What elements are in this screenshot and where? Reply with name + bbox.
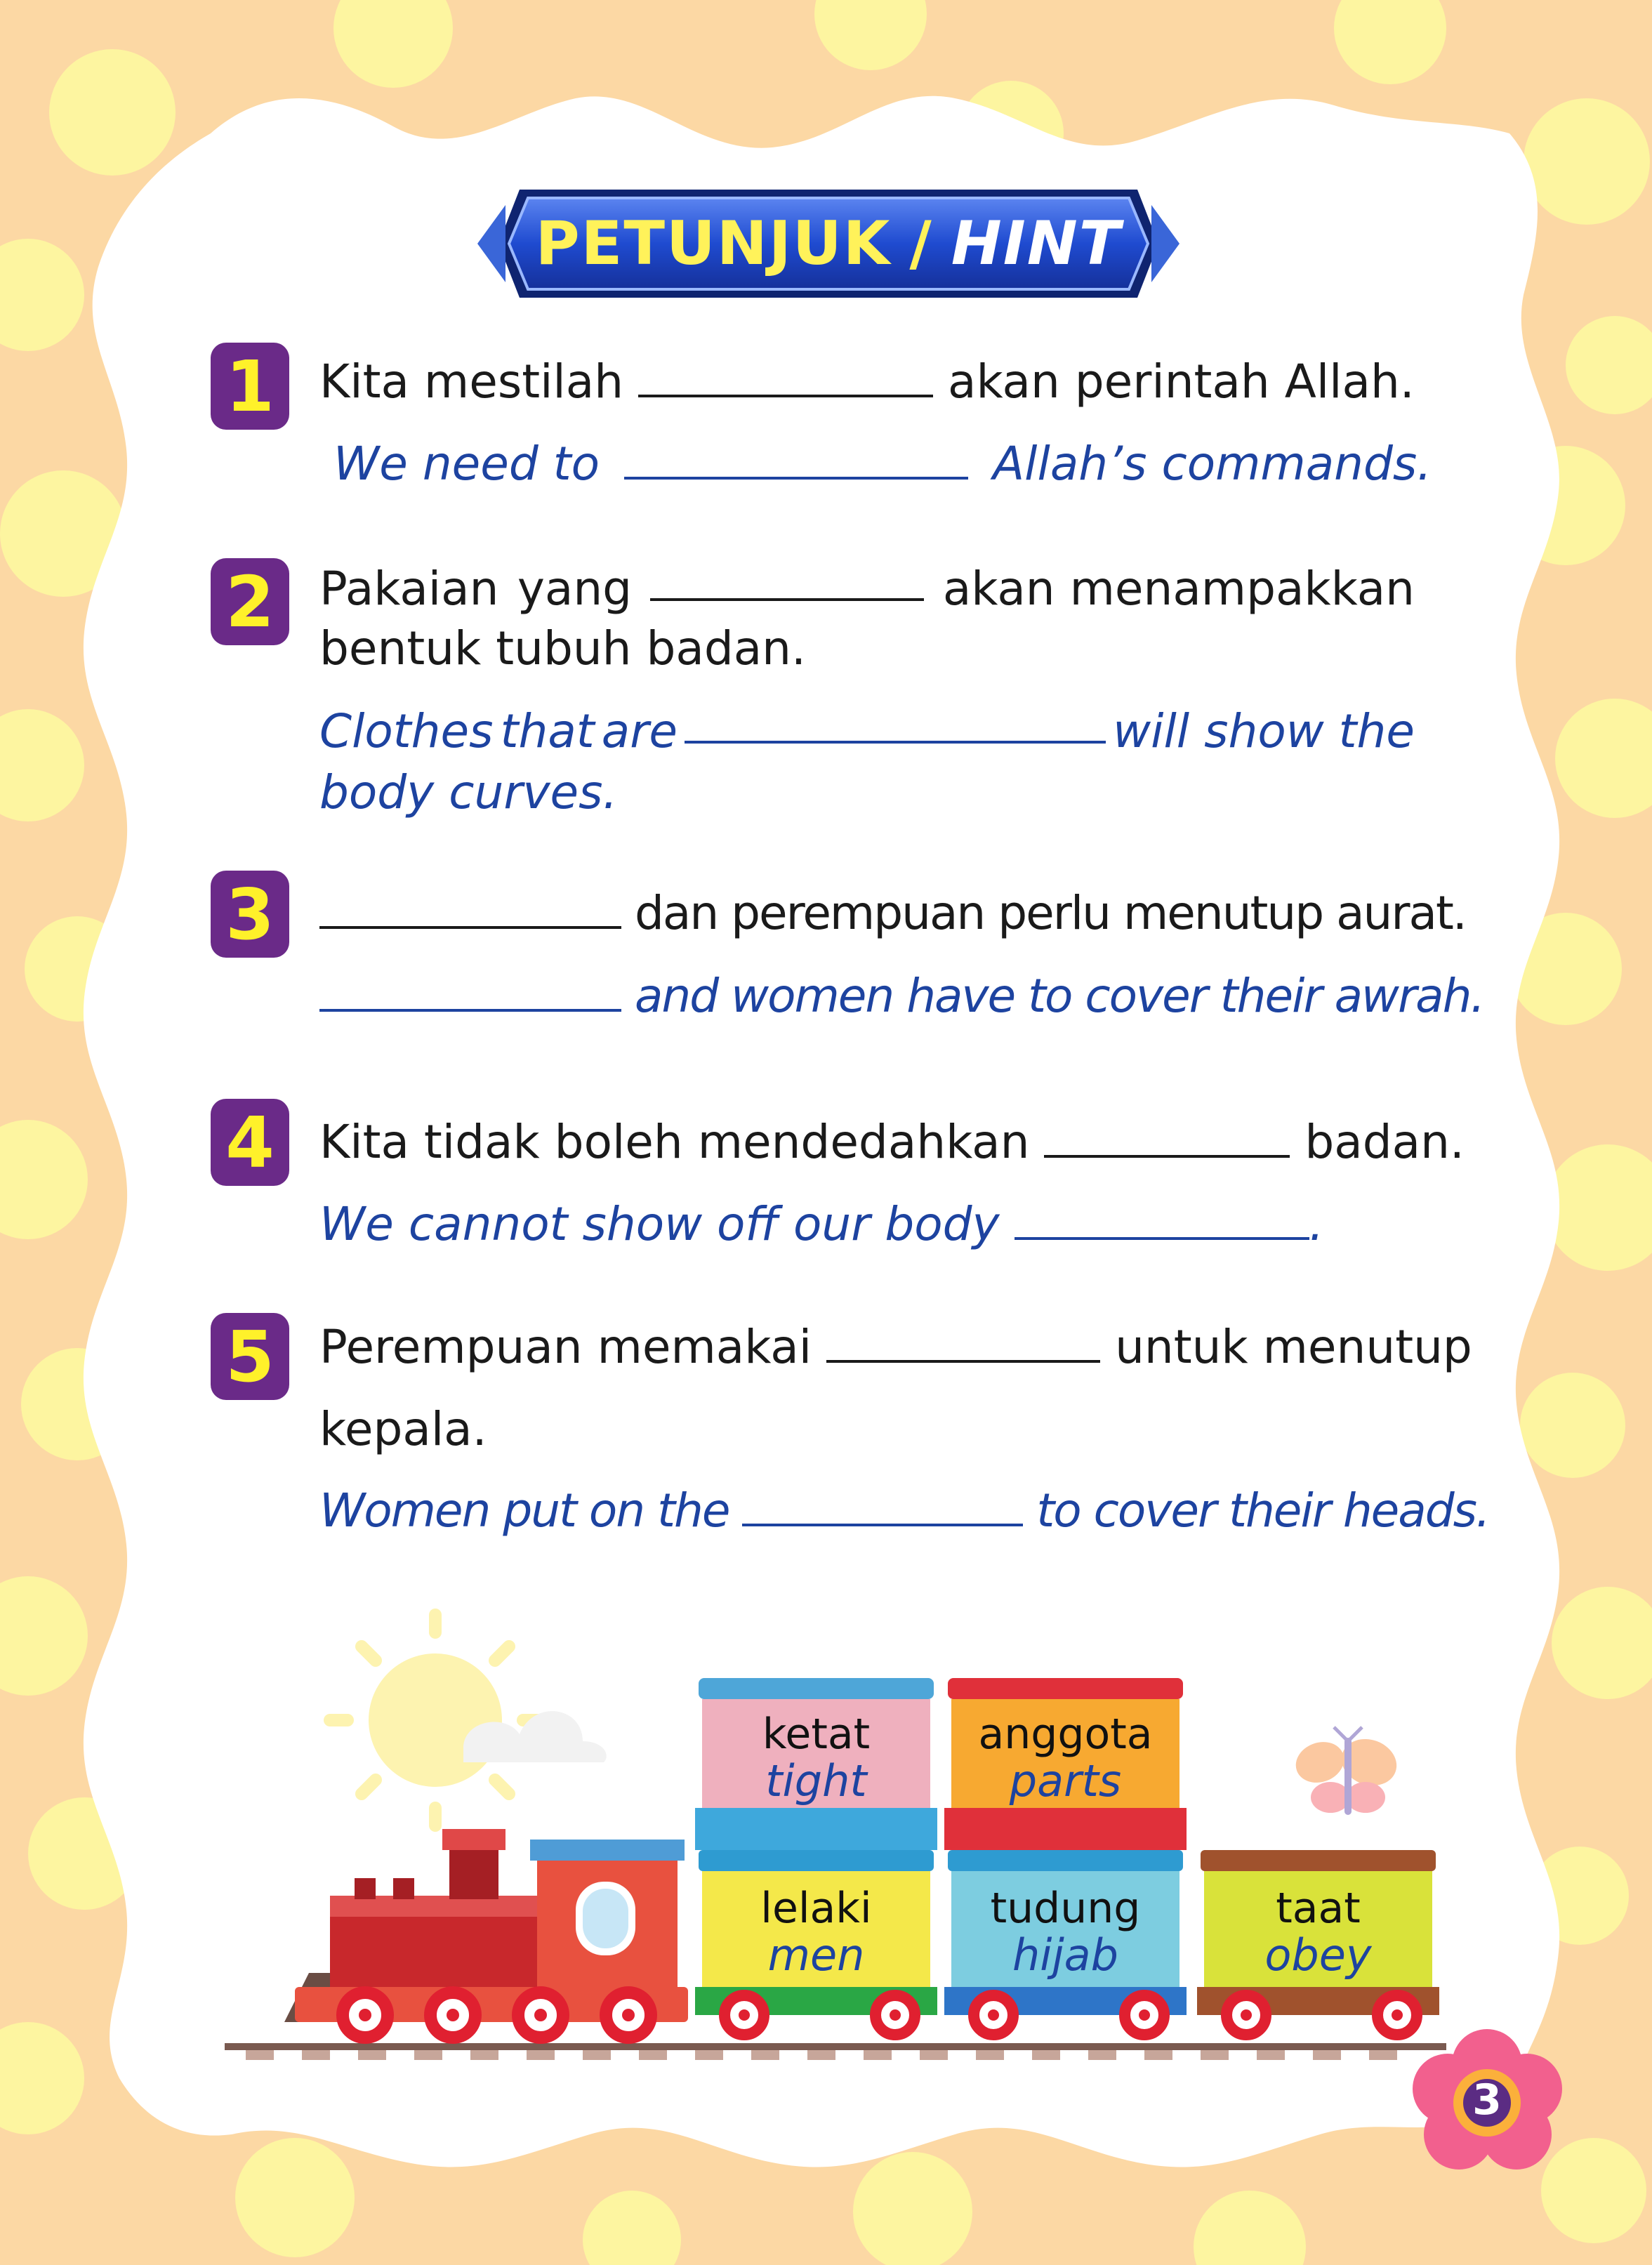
sun-icon [330,1615,541,1825]
question-5-malay-line1: Perempuan memakai untuk menutup [319,1320,1472,1374]
question-1-malay: Kita mestilah akan perintah Allah. [319,355,1415,409]
question-4-malay: Kita tidak boleh mendedahkan badan. [319,1115,1465,1169]
banner-separator: / [909,209,933,279]
train-icon [284,1829,688,2038]
hint-word-anggota: anggota parts [978,1710,1153,1807]
banner-title-malay: PETUNJUK [535,209,892,279]
question-number-4: 4 [211,1099,289,1186]
question-number-1: 1 [211,343,289,430]
butterfly-icon [1290,1727,1403,1813]
question-5-english: Women put on the to cover their heads. [319,1484,1489,1538]
question-5-malay-line2: kepala. [319,1402,487,1456]
question-number-3: 3 [211,871,289,958]
railway-track [225,2043,1446,2060]
question-3-english: and women have to cover their awrah. [319,969,1415,1023]
question-2-english-line2: body curves. [319,765,618,819]
question-4-english: We cannot show off our body . [319,1197,1324,1251]
hint-word-ketat: ketat tight [762,1710,871,1807]
hint-word-lelaki: lelaki men [760,1884,872,1981]
question-2-english-line1: Clothes that are will show the [319,704,1415,758]
question-number-2: 2 [211,558,289,645]
question-number-5: 5 [211,1313,289,1400]
question-3-malay: dan perempuan perlu menutup aurat. [319,886,1415,940]
page-number: 3 [1472,2075,1502,2125]
question-2-malay-line1: Pakaian yang akan menampakkan [319,562,1415,616]
hint-word-tudung: tudung hijab [990,1884,1141,1981]
question-2-malay-line2: bentuk tubuh badan. [319,621,806,675]
banner-title-english: HINT [951,209,1122,279]
hint-word-taat: taat obey [1264,1884,1372,1981]
question-1-english: We need to Allah’s commands. [333,437,1432,491]
